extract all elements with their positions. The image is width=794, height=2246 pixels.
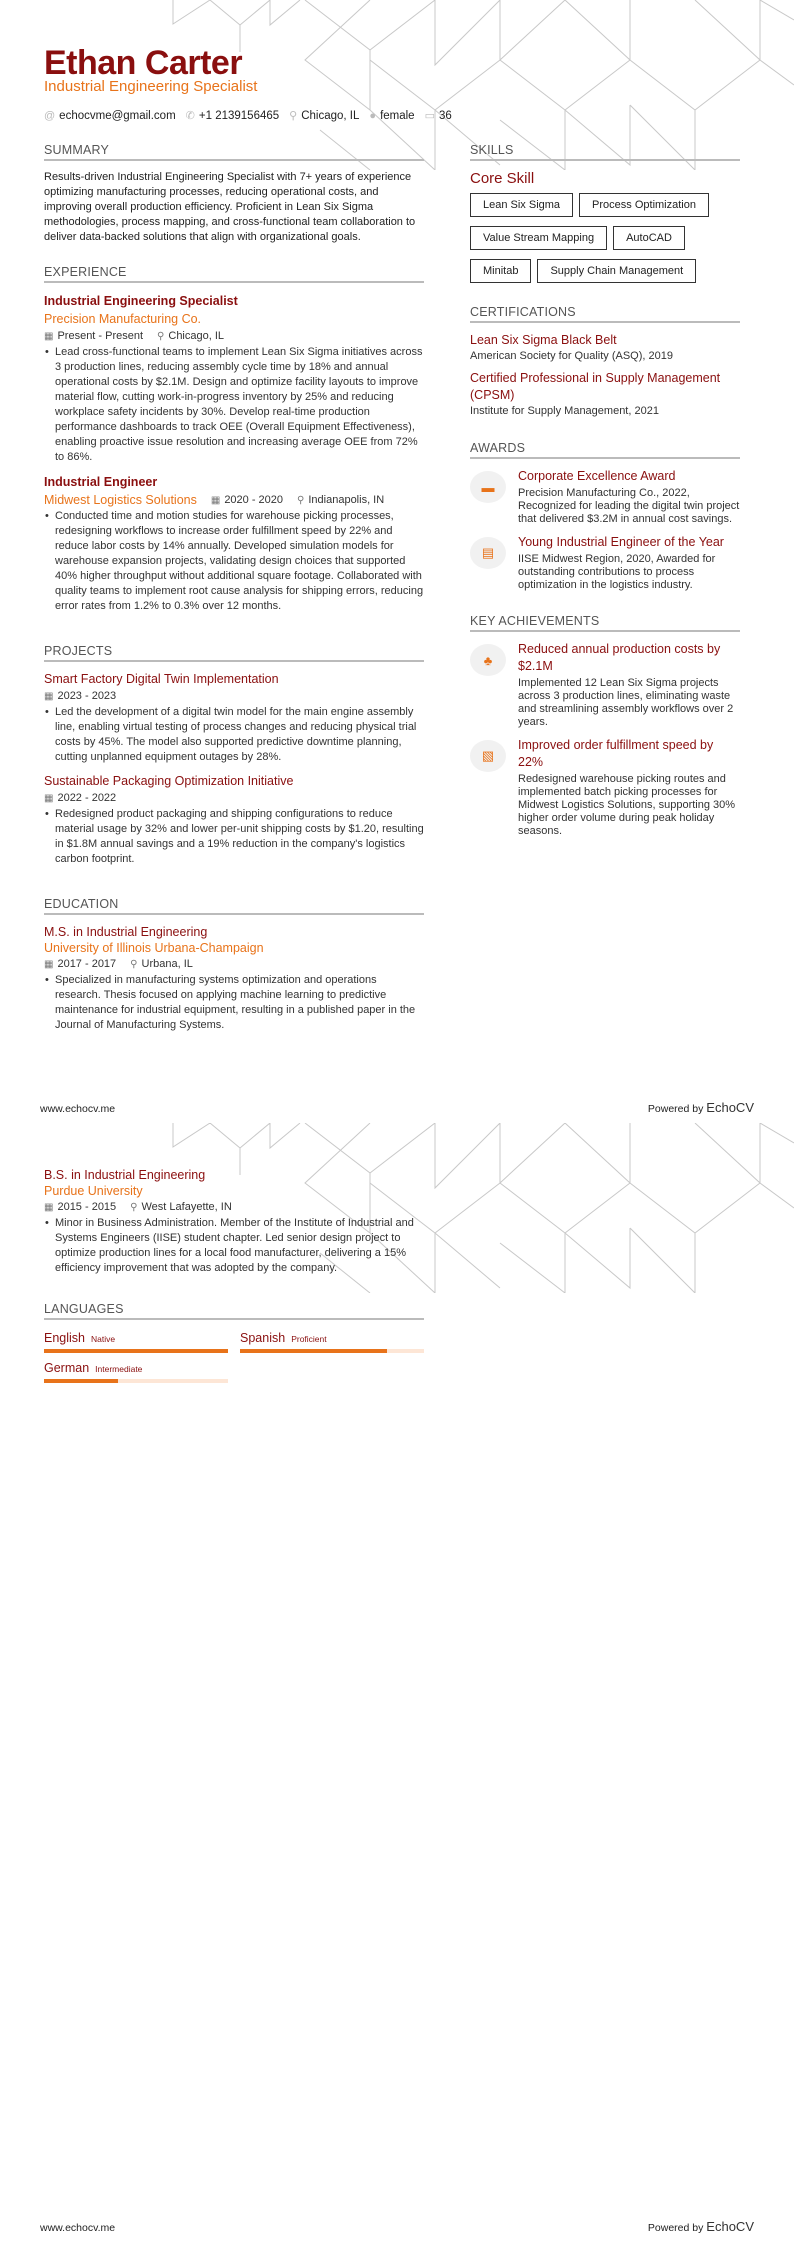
brand-logo: EchoCV xyxy=(706,1100,754,1115)
achievement-item xyxy=(470,641,740,729)
achievement-desc: Implemented 12 Lean Six Sigma projects across 3 production lines, eliminating waste and streamlining assembly workflows over 2 years. xyxy=(518,677,734,728)
bullet: • Minor in Business Administration. Member of the Institute of Industrial and Systems Engineers (IISE) student chapter. Led senior design project to optimize production lines for a local food manufacturer, delivering a 15% efficiency improvement that was adopted by the company. xyxy=(44,1216,424,1276)
brand-logo: EchoCV xyxy=(706,2219,754,2234)
language-name: German xyxy=(44,1361,90,1375)
section-heading: PROJECTS xyxy=(44,644,424,662)
location-icon: ⚲ xyxy=(289,110,298,122)
location-icon: ⚲ xyxy=(130,1202,138,1213)
powered-label: Powered by xyxy=(647,1103,704,1115)
project-title: Smart Factory Digital Twin Implementation xyxy=(44,672,279,686)
job-title: Industrial Engineering Specialist xyxy=(44,294,238,308)
right-column xyxy=(470,143,740,860)
location-icon: ⚲ xyxy=(130,959,138,970)
achievements-section xyxy=(470,614,740,838)
degree: M.S. in Industrial Engineering xyxy=(44,925,208,939)
language-bar-fill xyxy=(240,1349,387,1353)
cert-issuer: American Society for Quality (ASQ), 2019 xyxy=(470,350,673,362)
phone-icon: ✆ xyxy=(185,110,195,122)
job-title: Industrial Engineer xyxy=(44,475,158,489)
skill-tags xyxy=(470,193,740,283)
language-name: Spanish xyxy=(240,1331,286,1345)
chat-icon: ▬ xyxy=(470,471,506,503)
section-heading: SUMMARY xyxy=(44,143,424,161)
award-desc: Precision Manufacturing Co., 2022, Recognized for leading the digital twin project that delivered $3.2M in annual cost savings. xyxy=(518,487,740,525)
section-heading: EDUCATION xyxy=(44,897,424,915)
contact-text: Chicago, IL xyxy=(301,110,360,122)
skills-section xyxy=(470,143,740,283)
certifications-section xyxy=(470,305,740,419)
contact-age xyxy=(425,109,452,122)
language-item xyxy=(240,1329,424,1353)
calendar-icon: ▦ xyxy=(210,494,221,506)
achievement-title: Improved order fulfillment speed by 22% xyxy=(518,738,714,769)
language-name: English xyxy=(44,1331,85,1345)
contact-location xyxy=(289,109,359,122)
file-icon: ▧ xyxy=(470,740,506,772)
dates: Present - Present xyxy=(57,330,144,342)
footer-site-link[interactable]: www.echocv.me xyxy=(40,1103,116,1115)
left-column-page-2 xyxy=(44,1167,424,1405)
skill-tag: Supply Chain Management xyxy=(537,259,696,283)
award-item xyxy=(470,468,740,526)
education-item xyxy=(44,1167,424,1276)
company: Precision Manufacturing Co. xyxy=(44,312,202,326)
dates: 2022 - 2022 xyxy=(57,792,117,804)
person-icon: ● xyxy=(369,109,377,122)
location: Urbana, IL xyxy=(141,958,193,970)
language-level: Intermediate xyxy=(95,1364,143,1374)
dates: 2020 - 2020 xyxy=(224,493,284,506)
contact-text: 36 xyxy=(439,110,452,122)
language-level: Native xyxy=(91,1334,116,1344)
section-heading: EXPERIENCE xyxy=(44,265,424,283)
language-bar xyxy=(240,1349,424,1353)
company: Midwest Logistics Solutions xyxy=(44,493,197,507)
document-icon: ▤ xyxy=(470,537,506,569)
calendar-icon: ▦ xyxy=(44,691,54,702)
education-meta xyxy=(44,1199,424,1216)
contact-text: echocvme@gmail.com xyxy=(59,109,176,122)
location: Indianapolis, IN xyxy=(308,493,385,506)
experience-item xyxy=(44,473,424,614)
at-icon: @ xyxy=(44,109,56,122)
footer-site-link[interactable]: www.echocv.me xyxy=(40,2222,116,2234)
education-section xyxy=(44,897,424,1033)
language-item xyxy=(44,1329,228,1353)
section-heading: SKILLS xyxy=(470,143,740,161)
section-heading: LANGUAGES xyxy=(44,1302,424,1320)
bell-icon: ♣ xyxy=(470,644,506,676)
summary-section xyxy=(44,143,424,245)
calendar-icon: ▦ xyxy=(44,1202,54,1213)
footer-powered xyxy=(648,2219,754,2234)
languages-section xyxy=(44,1302,424,1383)
left-column xyxy=(44,143,424,1055)
dates: 2015 - 2015 xyxy=(57,1201,117,1213)
language-list xyxy=(44,1329,424,1383)
candidate-name: Ethan Carter xyxy=(44,44,243,82)
calendar-icon: ▭ xyxy=(424,110,435,122)
cert-name: Certified Professional in Supply Management (CPSM) xyxy=(470,371,721,402)
location-icon: ⚲ xyxy=(297,494,305,506)
project-item xyxy=(44,773,424,867)
contact-email[interactable] xyxy=(44,110,176,122)
skill-tag: Minitab xyxy=(470,259,531,283)
calendar-icon: ▦ xyxy=(44,959,54,970)
bullet: • Specialized in manufacturing systems optimization and operations research. Thesis focused on applying machine learning to predictive maintenance for industrial equipment, resulting in a published paper in the Journal of Manufacturing Systems. xyxy=(44,973,424,1033)
award-desc: IISE Midwest Region, 2020, Awarded for outstanding contributions to process optimization in the logistics industry. xyxy=(518,553,716,591)
contact-text: +1 2139156465 xyxy=(198,110,280,122)
cert-name: Lean Six Sigma Black Belt xyxy=(470,333,617,347)
achievement-desc: Redesigned warehouse picking routes and implemented batch picking processes for Midwest Logistics Solutions, supporting 30% higher order volume during peak holiday seasons. xyxy=(518,773,736,837)
project-item xyxy=(44,671,424,765)
skill-tag: AutoCAD xyxy=(613,226,685,250)
job-meta xyxy=(44,491,424,509)
school: University of Illinois Urbana-Champaign xyxy=(44,941,264,955)
project-meta xyxy=(44,790,424,807)
contact-row xyxy=(44,109,452,122)
experience-item xyxy=(44,292,424,465)
language-item xyxy=(44,1359,228,1383)
award-item xyxy=(470,534,740,592)
location: West Lafayette, IN xyxy=(141,1201,232,1213)
award-title: Young Industrial Engineer of the Year xyxy=(518,535,724,549)
dates: 2023 - 2023 xyxy=(57,690,117,702)
skill-tag: Process Optimization xyxy=(579,193,709,217)
project-title: Sustainable Packaging Optimization Initiative xyxy=(44,774,294,788)
bullet: • Led the development of a digital twin model for the main engine assembly line, enabling virtual testing of process changes and reducing physical trial costs by 45%. The model also supported predictive downtime planning, cutting unplanned equipment outages by 28%. xyxy=(44,705,424,765)
language-bar xyxy=(44,1379,228,1383)
job-meta xyxy=(44,328,424,345)
award-title: Corporate Excellence Award xyxy=(518,469,676,483)
language-bar-fill xyxy=(44,1349,228,1353)
bullet: • Redesigned product packaging and shipping configurations to reduce material usage by 32% and lower per-unit shipping costs by $1.20, resulting in $1.8M annual savings and a 19% reduction in the company's logistics carbon footprint. xyxy=(44,807,424,867)
skill-tag: Value Stream Mapping xyxy=(470,226,607,250)
contact-text: female xyxy=(380,109,415,122)
dates: 2017 - 2017 xyxy=(57,958,117,970)
achievement-item xyxy=(470,737,740,838)
section-heading: AWARDS xyxy=(470,441,740,459)
location-icon: ⚲ xyxy=(157,331,165,342)
calendar-icon: ▦ xyxy=(44,793,54,804)
footer-powered xyxy=(648,1100,754,1115)
candidate-title: Industrial Engineering Specialist xyxy=(44,78,258,95)
powered-label: Powered by xyxy=(647,2222,704,2234)
project-meta xyxy=(44,688,424,705)
projects-section xyxy=(44,644,424,867)
school: Purdue University xyxy=(44,1184,143,1198)
achievement-title: Reduced annual production costs by $2.1M xyxy=(518,642,721,673)
skill-group-title: Core Skill xyxy=(470,170,535,187)
summary-text: Results-driven Industrial Engineering Specialist with 7+ years of experience optimizing manufacturing processes, reducing operational costs, and improving overall production efficiency. Proficient in Lean Six Sigma methodologies, process mapping, and cross-functional team collaboration to deliver data-backed solutions that align with organizational goals. xyxy=(44,171,416,243)
section-heading: KEY ACHIEVEMENTS xyxy=(470,614,740,632)
education-item xyxy=(44,924,424,1033)
bullet: • Conducted time and motion studies for warehouse picking processes, redesigning workflows to increase order fulfillment speed by 22% and reduce labor costs by 14% annually. Developed simulation models for warehouse expansion projects, validating design choices that supported 40% higher throughput without additional square footage. Collaborated with quality teams to implement root cause analysis for shipping errors, reducing error rates from 1.2% to 0.3% over 12 months. xyxy=(44,509,424,614)
cert-issuer: Institute for Supply Management, 2021 xyxy=(470,405,659,417)
language-level: Proficient xyxy=(291,1334,327,1344)
experience-section xyxy=(44,265,424,614)
section-heading: CERTIFICATIONS xyxy=(470,305,740,323)
awards-section xyxy=(470,441,740,592)
degree: B.S. in Industrial Engineering xyxy=(44,1168,206,1182)
contact-gender xyxy=(369,110,414,122)
resume-page-2 xyxy=(0,1123,794,2246)
location: Chicago, IL xyxy=(168,330,225,342)
skill-tag: Lean Six Sigma xyxy=(470,193,573,217)
language-bar xyxy=(44,1349,228,1353)
language-bar-fill xyxy=(44,1379,118,1383)
bullet: • Lead cross-functional teams to implement Lean Six Sigma initiatives across 3 production lines, reducing assembly cycle time by 18% and annual operational costs by $2.1M. Design and optimize facility layouts to improve material flow, cutting work-in-progress inventory by 25% and reducing workplace safety incidents by 30%. Develop real-time production performance dashboards to track OEE (Overall Equipment Effectiveness), enabling proactive issue resolution and increasing average OEE from 72% to 86%. xyxy=(44,345,424,465)
calendar-icon: ▦ xyxy=(44,331,54,342)
contact-phone[interactable] xyxy=(186,109,279,122)
education-meta xyxy=(44,956,424,973)
